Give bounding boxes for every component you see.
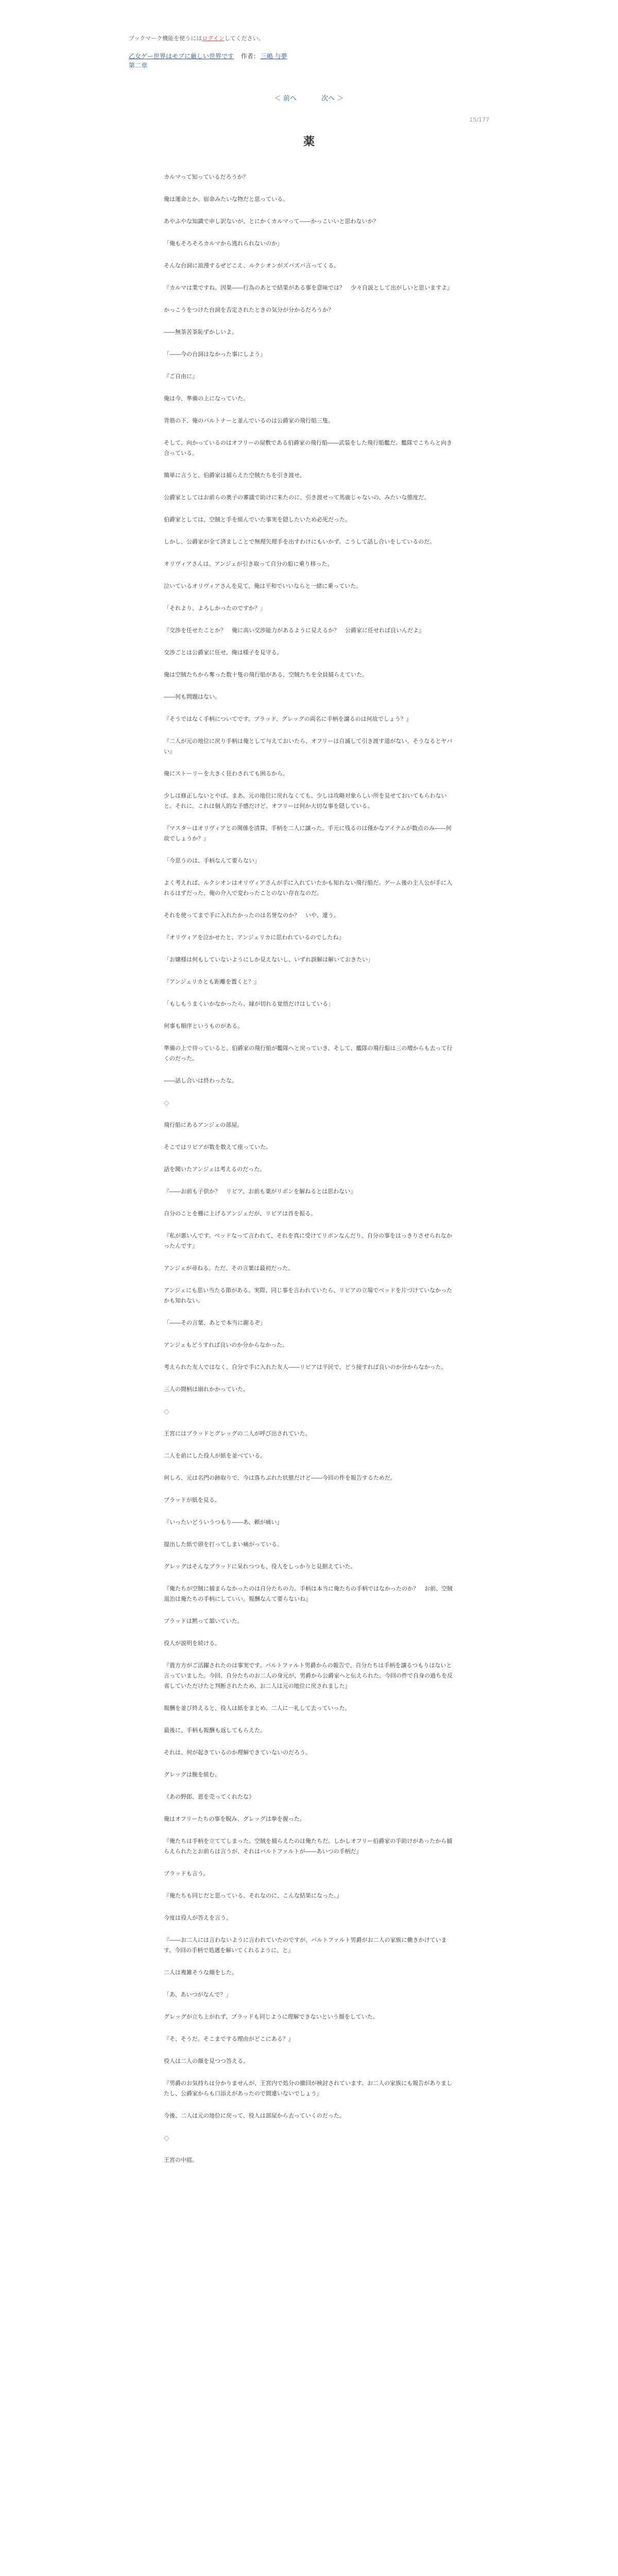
story-paragraph: 『カルマは業ですね。因果――行為のあとで結果がある事を意味では？ 少々自説として出がしいと思いますよ』	[164, 284, 453, 291]
novel-title-link[interactable]: 乙女ゲー世界はモブに厳しい世界です	[129, 53, 234, 60]
story-paragraph: ――無茶苦茶恥ずかしいよ。	[164, 329, 237, 335]
story-paragraph: 『交渉を任せたことか？ 俺に高い交渉能力があるように見えるか？ 公爵家に任せれば良いんだよ』	[164, 627, 424, 634]
story-paragraph: 少しは修正しないとやば。まあ、元の地位に戻れなくても、少しは攻略対象らしい所を見せておいてもらわないと。それに、これは個人的な予感だけど、オフリーは何か大切な事を隠している。	[164, 792, 447, 809]
story-paragraph: 『俺たちが空賊に捕まらなかったのは自分たちの力。手柄は本当に俺たちの手柄ではなかったのか？ お前、空賊退治は俺たちの手柄にしていい。報酬なんて要らないね』	[164, 1585, 453, 1602]
story-paragraph: 飛行船にあるアンジェの部屋。	[164, 1122, 243, 1128]
story-paragraph: 王宮にはブラッドとグレッグの二人が呼び出されていた。	[164, 1430, 311, 1437]
story-paragraph: 話を聞いたアンジェは考えるのだった。	[164, 1166, 266, 1173]
story-paragraph: 「今思うのは、手柄なんて要らない」	[164, 857, 260, 864]
novel-meta	[129, 52, 287, 60]
story-paragraph: 『いったいどういうつもり――あ、頼が痛い』	[164, 1519, 283, 1526]
story-paragraph: 俺は運命とか、宿命みたいな物だと思っている。	[164, 196, 288, 202]
story-paragraph: 三人の間柄は崩れかかっていた。	[164, 1386, 249, 1393]
story-paragraph: 「――その言葉、あとで本当に謝るぞ」	[164, 1319, 266, 1326]
story-paragraph: 《あの野郎、恩を売ってくれたな》	[164, 1793, 254, 1800]
chapter-label: 第二章	[129, 62, 148, 69]
story-paragraph: 今度は役人が答えを言う。	[164, 1914, 232, 1921]
scene-separator: ◇	[164, 1099, 169, 1107]
author-label: 作者：	[241, 53, 260, 60]
story-paragraph: グレッグが立ち上がれず、ブラッドも同じように理解できないという顔をしていた。	[164, 2013, 379, 2020]
page-number: 15/177	[469, 116, 489, 123]
story-paragraph: よく考えれば、ルクシオンはオリヴィアさんが手に入れていたかも知れない飛行船だ。ゲーム後の主人公が手に入れるはずだった、俺の介入で変わったことのない存在なのだ。	[164, 879, 453, 896]
story-paragraph: 『二人が元の地位に戻り手柄は俺として与えておいたら、オフリーは自滅して引き渡す道がない。そうなるとヤバい』	[164, 738, 453, 755]
story-paragraph: 『――お前も子供か？ リビア、お前も薬がリボンを解ねるとは思わない』	[164, 1188, 356, 1195]
story-paragraph: かっこうをつけた台詞を否定されたときの気分が分かるだろうか？	[164, 307, 334, 313]
story-paragraph: 自分のことを棚に上げるアンジェだが、リビアは首を振る。	[164, 1210, 317, 1217]
story-paragraph: ――話し合いは終わったな。	[164, 1077, 237, 1084]
login-notice	[129, 34, 264, 42]
story-paragraph: 考えられた友人ではなく、自分で手に入れた友人――リビアは平民で、どう接すれば良いのか分からなかった。	[164, 1364, 447, 1370]
story-paragraph: グレッグは腕を組む。	[164, 1771, 220, 1778]
story-paragraph: ブラッドが紙を見る。	[164, 1497, 220, 1503]
story-paragraph: グレッグはそんなブラッドに呆れつつも、役人をしっかりと見据えていた。	[164, 1563, 356, 1570]
prev-link[interactable]: ＜ 前へ	[274, 95, 297, 103]
login-link[interactable]: ログイン	[202, 35, 225, 42]
story-paragraph: 『アンジェリカとも距離を置くと？』	[164, 978, 260, 985]
story-body	[164, 172, 455, 2177]
story-paragraph: アンジェもどうすれば良いのか分からなかった。	[164, 1342, 288, 1348]
story-paragraph: 公爵家としてはお前らの奥子の審議で助けに来たのに、引き渡せって馬鹿じゃないの、みたいな態度だ。	[164, 494, 430, 501]
story-paragraph: 『――お二人には言わないように言われていたのですが、バルトファルト男爵がお二人の家族に働きかけています。今回の手柄で処遇を解いてくれるように、と』	[164, 1937, 447, 1954]
story-paragraph: 「あ、あいつがなんで？」	[164, 1991, 232, 1998]
notice-text: ブックマーク機能を使うには	[129, 35, 202, 42]
story-paragraph: 「――今の台詞はなかった事にしよう」	[164, 351, 266, 358]
story-paragraph: 俺は空賊たちから奪った数十隻の飛行船がある、空賊たちを全員捕らえていた。	[164, 671, 368, 678]
story-paragraph: 交渉ごとは公爵家に任せ、俺は様子を見守る。	[164, 649, 283, 656]
story-paragraph: 「それより、よろしかったのですか？」	[164, 605, 266, 612]
story-paragraph: 伯爵家としては、空賊と手を組んでいた事実を隠したいため必死だった。	[164, 516, 351, 523]
story-paragraph: ブラッドも言う。	[164, 1870, 209, 1877]
story-paragraph: 報酬を並び終えると、役人は紙をまとめ、二人に一礼して去っていった。	[164, 1705, 351, 1711]
story-paragraph: 役人は二人の顔を見つつ答える。	[164, 2058, 249, 2064]
story-paragraph: 『私が悪いんです。ベッドなって言われて、それを真に受けてリボンなんだり、自分の事をはっきりさせられなかったんです』	[164, 1232, 452, 1249]
story-paragraph: アンジェにも思い当たる節がある。実際、同じ事を言われていたら、リビアの立場でベッドを片づけていなかったかも知れない。	[164, 1287, 453, 1304]
story-paragraph: そんな台詞に浪漫するぜどこえ、ルクシオンがズバズバ言ってくる。	[164, 262, 340, 269]
story-paragraph: そして、向かっているのはオフリーの屋敷である伯爵家の飛行船――武装をした飛行船艦だ。艦隊でこちらと向き合っている。	[164, 439, 453, 456]
story-paragraph: しかし、公爵家が全て済ましことで無理矢理手を出すわけにもいかず。こうして話し合いをしているのだ。	[164, 538, 436, 545]
story-paragraph: 俺はオフリーたちの事を睨み、グレッグは拳を握った。	[164, 1816, 305, 1822]
story-paragraph: 「お嬢様は何もしていないようにしか見えないし、いずれ誤解は解いておきたい」	[164, 956, 373, 963]
story-paragraph: 泣いているオリヴィアさんを見て、俺は平和でいいならと一緒に乗っていた。	[164, 583, 362, 589]
story-paragraph: 簡単に言うと、伯爵家は捕らえた空賊たちを引き渡せ。	[164, 472, 305, 479]
story-paragraph: 王宮の中庭。	[164, 2157, 198, 2163]
story-paragraph: 俺にストーリーを大きく狂わされても困るから。	[164, 770, 288, 777]
story-paragraph: カルマって知っているだろうか？	[164, 174, 249, 180]
next-link[interactable]: 次へ ＞	[321, 95, 344, 103]
story-paragraph: 何しろ、元は名門の跡取りで、今は落ちぶれた状態だけど――今回の件を報告するためだ。	[164, 1475, 396, 1481]
story-paragraph: 『そ、そうだ。そこまでする理由がどこにある？』	[164, 2036, 294, 2042]
story-paragraph: 「俺もそろそろカルマから逃れられないのか」	[164, 240, 283, 247]
story-paragraph: 『俺たちは手柄を立ててしまった。空賊を捕らえたのは俺たちだ。しかしオフリー伯爵家の手助けがあったから捕らえられたとお前らは言うが、それはバルトファルトが――あいつの手柄だ』	[164, 1838, 453, 1855]
story-paragraph: ブラッドは黙って頷いていた。	[164, 1618, 243, 1624]
story-paragraph: 『オリヴィアを泣かせたと、アンジェリカに思われているのでしたね』	[164, 934, 345, 941]
story-paragraph: 二人は複雑そうな顔をした。	[164, 1969, 237, 1976]
story-paragraph: 提出した紙で頭を打ってしまい痛がっている。	[164, 1541, 283, 1548]
page-title: 薬	[303, 135, 315, 148]
story-paragraph: 二人を前にした役人が紙を並べている。	[164, 1452, 266, 1459]
story-paragraph: それは、何が起きているのか理解できていないのだろう。	[164, 1749, 311, 1756]
story-paragraph: 『マスターはオリヴィアとの関係を清算、手柄を二人に譲った。手元に残るのは僅かなアイテムが数点のみ――何故でしょうか？』	[164, 825, 452, 842]
story-paragraph: そこではリビアが数を数えて座っていた。	[164, 1144, 271, 1150]
story-paragraph: 今後、二人は元の地位に戻って、役人は部屋から去っていくのだった。	[164, 2112, 345, 2119]
scene-separator: ◇	[164, 1408, 169, 1416]
story-paragraph: 『男爵のお気持ちは分かりませんが、王宮内で処分の撤回が検討されています。お二人の家族にも報告がありましたし、公爵家からも口添えがあったので間違いないでしょう』	[164, 2080, 453, 2097]
story-paragraph: アンジェが尋ねる。ただ、その言葉は最初だった。	[164, 1265, 294, 1272]
author-link[interactable]: 三嶋 与夢	[260, 53, 287, 60]
story-paragraph: 準備の上で待っていると、伯爵家の飛行船が艦隊へと戻っていき、そして、艦隊の飛行船は三の増からも去って行くのだった。	[164, 1045, 453, 1062]
story-paragraph: 『俺たちも同じだと思っている。それなのに、こんな結果になった。』	[164, 1892, 342, 1899]
story-paragraph: 『ご自由に』	[164, 373, 198, 380]
story-paragraph: 「もしもうまくいかなかったら、縁が切れる覚悟だけはしている」	[164, 1001, 334, 1007]
story-paragraph: 最後に、手柄も報酬も返してもらえた。	[164, 1727, 266, 1734]
story-paragraph: 『そうではなく手柄についてです。ブラッド、グレッグの両名に手柄を譲るのは何故でしょう？』	[164, 716, 412, 722]
story-paragraph: 『貴方方がご活躍されたのは事実です。バルトファルト男爵からの報告で、自分たちは手柄を譲るつもりはないと言っていました。今回、自分たちのお二人の身元が、男爵から公爵家へと伝えられた。今回の件で自身の過ちを反省していただけたと判断されたため、お二人は元の地位に戻されました』	[164, 1662, 453, 1689]
story-paragraph: あやふやな知識で申し訳ないが、とにかくカルマって――かっこいいと思わないか？	[164, 218, 379, 225]
story-paragraph: 背筋の下、俺のバルトナーと並んでいるのは公爵家の飛行船三隻。	[164, 417, 334, 424]
story-paragraph: 俺は今、準備の上になっていた。	[164, 395, 249, 402]
story-paragraph: 何事も順序というものがある。	[164, 1023, 243, 1029]
scene-separator: ◇	[164, 2134, 169, 2142]
notice-text-end: してください。	[224, 35, 264, 42]
story-paragraph: 役人が説明を続ける。	[164, 1640, 220, 1647]
story-paragraph: それを使ってまで手に入れたかったのは名誉なのか？ いや、違う。	[164, 912, 339, 919]
story-paragraph: ――何も問題はない。	[164, 693, 220, 700]
author-line	[241, 53, 287, 60]
story-paragraph: オリヴィアさんは、アンジェが引き取って自分の船に乗り移った。	[164, 561, 333, 567]
chapter-nav	[0, 93, 618, 103]
